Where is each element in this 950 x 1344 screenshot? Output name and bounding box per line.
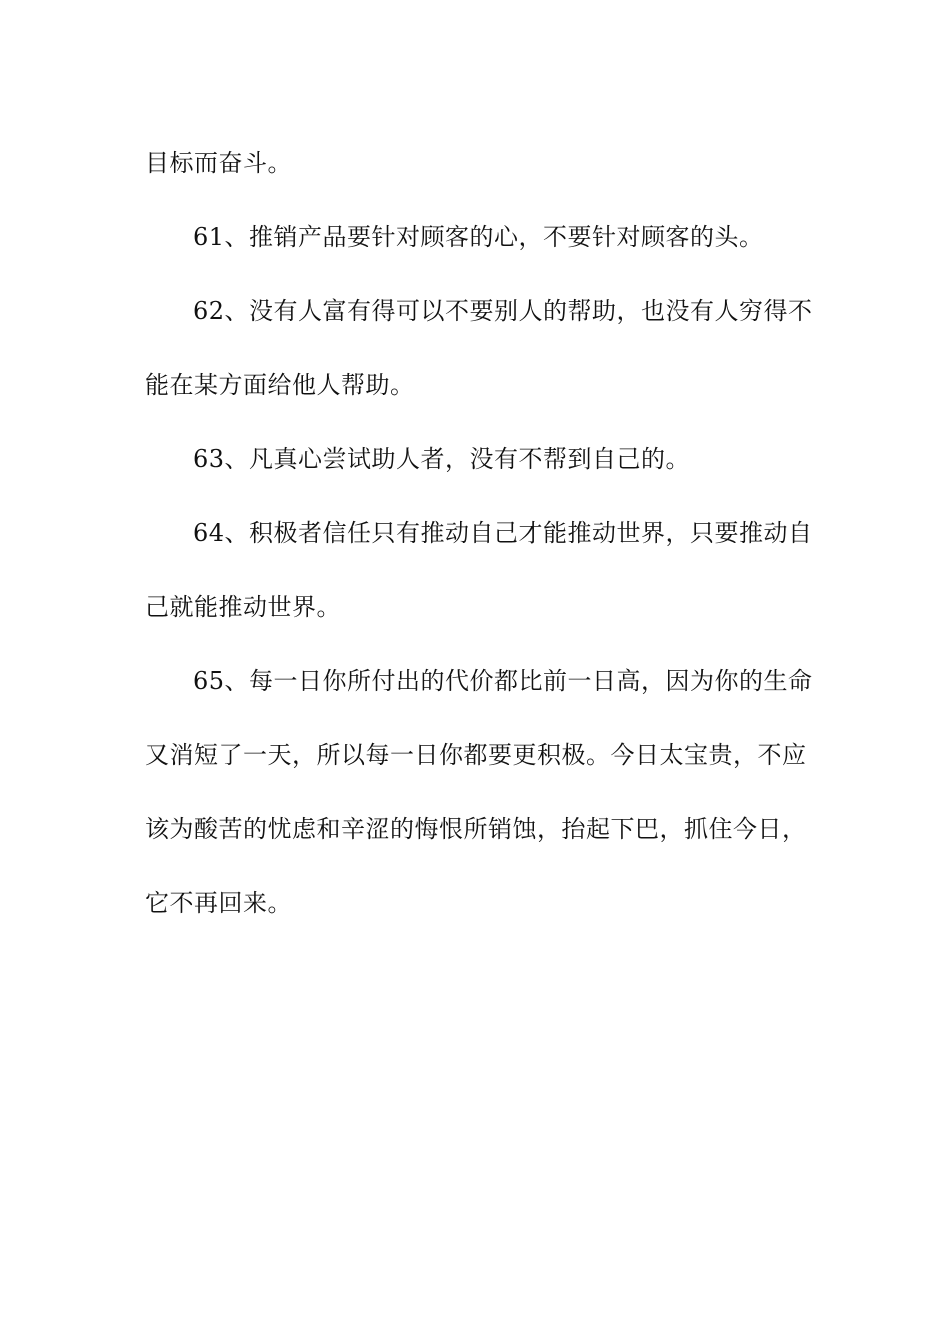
paragraph-line: 己就能推动世界。: [145, 593, 341, 621]
paragraph-line: 目标而奋斗。: [145, 149, 292, 177]
paragraph-line: 能在某方面给他人帮助。: [145, 371, 415, 399]
paragraph-line: 61、推销产品要针对顾客的心，不要针对顾客的头。: [193, 223, 764, 251]
paragraph-line: 62、没有人富有得可以不要别人的帮助，也没有人穷得不: [193, 297, 813, 325]
paragraph-line: 63、凡真心尝试助人者，没有不帮到自己的。: [193, 445, 691, 473]
paragraph-line: 该为酸苦的忧虑和辛涩的悔恨所销蚀，抬起下巴，抓住今日，: [145, 815, 807, 843]
paragraph-line: 64、积极者信任只有推动自己才能推动世界，只要推动自: [193, 519, 813, 547]
paragraph-line: 它不再回来。: [145, 889, 292, 917]
paragraph-line: 又消短了一天，所以每一日你都要更积极。今日太宝贵，不应: [145, 741, 807, 769]
document-body: [145, 126, 815, 940]
paragraph-line: 65、每一日你所付出的代价都比前一日高，因为你的生命: [193, 667, 813, 695]
